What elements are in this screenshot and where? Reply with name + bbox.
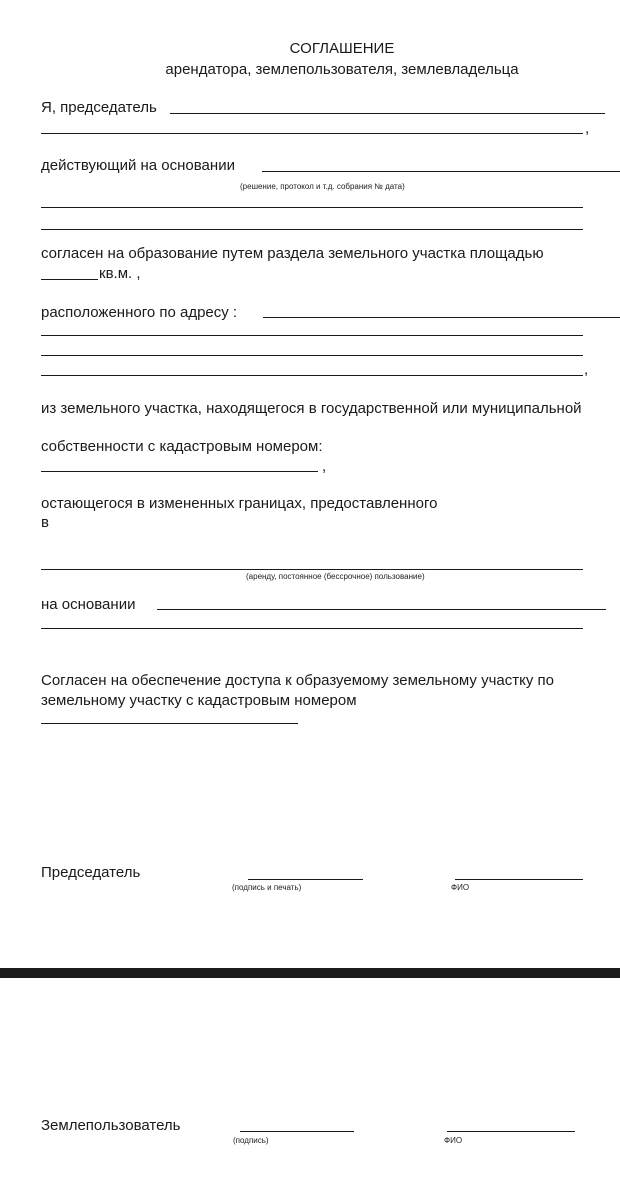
on-basis-field[interactable] [157,609,606,610]
address-field[interactable] [263,317,620,318]
chairman-fio-hint: ФИО [451,883,470,892]
land-user-signature-field[interactable] [240,1131,354,1132]
access-consent-text: Согласен на обеспечение доступа к образуемому земельному участку по [41,672,554,689]
remaining-parcel-text: остающегося в измененных границах, предоставленного [41,495,438,512]
area-unit: кв.м. , [99,265,141,282]
access-consent-text-2: земельному участку с кадастровым номером [41,692,357,709]
address-label: расположенного по адресу : [41,304,238,321]
comma: , [584,361,589,378]
chairman-signature-label: Председатель [41,864,141,881]
chairman-name-field[interactable] [170,113,605,114]
source-parcel-text: из земельного участка, находящегося в государственной или муниципальной [41,400,582,417]
basis-hint: (решение, протокол и т.д. собрания № дата) [240,182,405,191]
partition-consent-text: согласен на образование путем раздела земельного участка площадью [41,245,544,262]
basis-field[interactable] [262,171,620,172]
access-cadastral-field[interactable] [41,723,298,724]
comma: , [322,458,327,475]
land-user-fio-hint: ФИО [444,1136,463,1145]
land-user-signature-label: Землепользователь [41,1117,181,1134]
lease-type-hint: (аренду, постоянное (бессрочное) пользование) [246,572,425,581]
on-basis-field-line-2[interactable] [41,628,583,629]
address-field-line-2[interactable] [41,335,583,336]
document-title: СОГЛАШЕНИЕ [289,40,395,57]
lease-type-field[interactable] [41,569,583,570]
area-field[interactable] [41,279,98,280]
remaining-parcel-text-2: в [41,514,49,531]
page-separator [0,968,620,978]
ownership-cadastral-label: собственности с кадастровым номером: [41,438,323,455]
chairman-signature-hint: (подпись и печать) [232,883,302,892]
address-field-line-3[interactable] [41,355,583,356]
address-field-line-4[interactable] [41,375,583,376]
on-basis-label: на основании [41,596,136,613]
basis-field-line-3[interactable] [41,229,583,230]
land-user-signature-hint: (подпись) [233,1136,269,1145]
chairman-fio-field[interactable] [455,879,583,880]
land-user-fio-field[interactable] [447,1131,575,1132]
chairman-signature-field[interactable] [248,879,363,880]
cadastral-number-field[interactable] [41,471,318,472]
document-subtitle: арендатора, землепользователя, землевладельца [165,61,519,78]
basis-field-line-2[interactable] [41,207,583,208]
acting-basis-label: действующий на основании [41,157,235,174]
chairman-label: Я, председатель [41,99,157,116]
comma: , [585,120,590,137]
chairman-name-field-continued[interactable] [41,133,583,134]
